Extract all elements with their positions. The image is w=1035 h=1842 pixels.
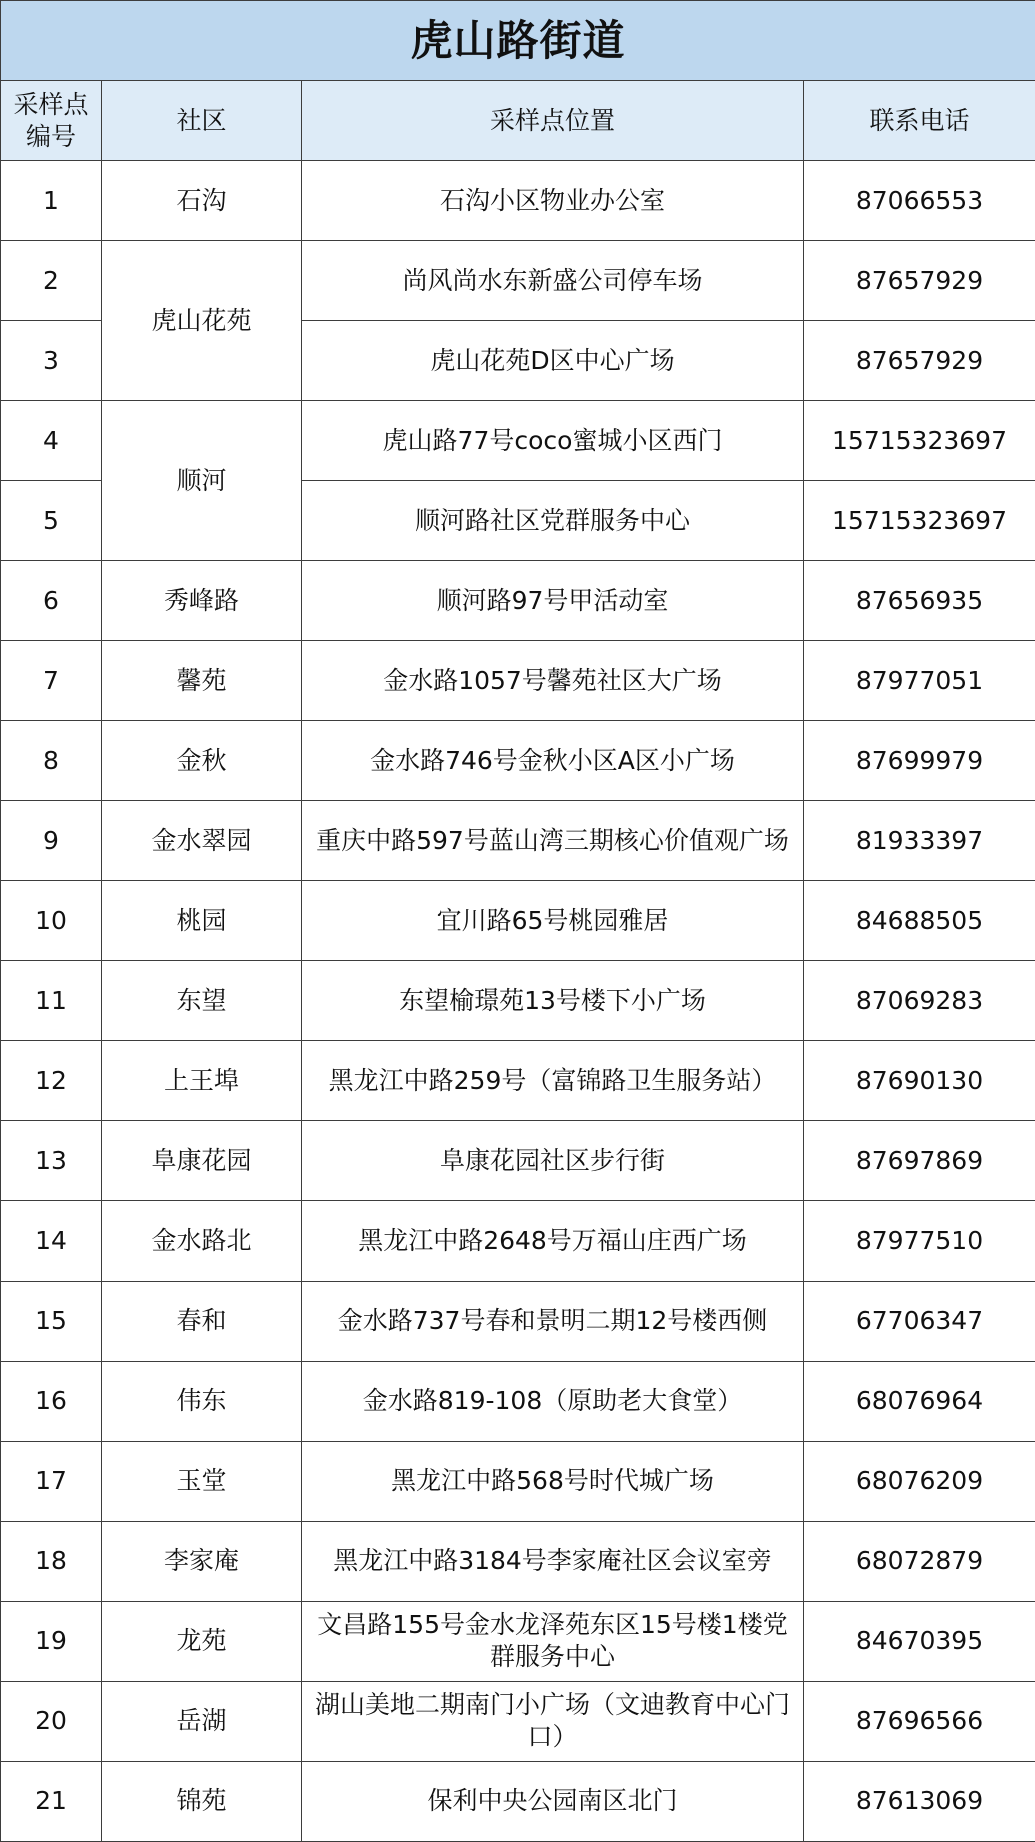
phone-cell: 87657929 (804, 321, 1035, 401)
community-cell: 虎山花苑 (102, 241, 302, 401)
table-row (1, 1681, 1035, 1761)
phone-cell: 87977051 (804, 641, 1035, 721)
table-row (1, 1041, 1035, 1121)
sample-number-cell: 13 (1, 1121, 102, 1201)
table-row (1, 1121, 1035, 1201)
location-cell: 文昌路155号金水龙泽苑东区15号楼1楼党群服务中心 (302, 1601, 804, 1681)
phone-cell: 15715323697 (804, 401, 1035, 481)
table-row (1, 1201, 1035, 1281)
community-cell: 东望 (102, 961, 302, 1041)
table-row (1, 241, 1035, 321)
location-cell: 金水路737号春和景明二期12号楼西侧 (302, 1281, 804, 1361)
community-cell: 馨苑 (102, 641, 302, 721)
phone-cell: 87613069 (804, 1761, 1035, 1841)
community-cell: 龙苑 (102, 1601, 302, 1681)
community-cell: 石沟 (102, 161, 302, 241)
sample-number-cell: 10 (1, 881, 102, 961)
community-cell: 金水路北 (102, 1201, 302, 1281)
sample-number-cell: 20 (1, 1681, 102, 1761)
location-cell: 顺河路97号甲活动室 (302, 561, 804, 641)
location-cell: 黑龙江中路259号（富锦路卫生服务站） (302, 1041, 804, 1121)
table-row (1, 1601, 1035, 1681)
community-cell: 金水翠园 (102, 801, 302, 881)
community-cell: 春和 (102, 1281, 302, 1361)
phone-cell: 15715323697 (804, 481, 1035, 561)
community-cell: 顺河 (102, 401, 302, 561)
community-cell: 桃园 (102, 881, 302, 961)
header-location: 采样点位置 (302, 81, 804, 161)
phone-cell: 87977510 (804, 1201, 1035, 1281)
location-cell: 黑龙江中路568号时代城广场 (302, 1441, 804, 1521)
sample-number-cell: 15 (1, 1281, 102, 1361)
location-cell: 金水路746号金秋小区A区小广场 (302, 721, 804, 801)
title-row (1, 1, 1035, 81)
sample-number-cell: 16 (1, 1361, 102, 1441)
table-row (1, 961, 1035, 1041)
sample-number-cell: 7 (1, 641, 102, 721)
header-community: 社区 (102, 81, 302, 161)
location-cell: 金水路1057号馨苑社区大广场 (302, 641, 804, 721)
location-cell: 宜川路65号桃园雅居 (302, 881, 804, 961)
table-row (1, 721, 1035, 801)
phone-cell: 81933397 (804, 801, 1035, 881)
location-cell: 顺河路社区党群服务中心 (302, 481, 804, 561)
sample-number-cell: 6 (1, 561, 102, 641)
phone-cell: 87699979 (804, 721, 1035, 801)
sample-number-cell: 17 (1, 1441, 102, 1521)
table-row (1, 1521, 1035, 1601)
phone-cell: 87066553 (804, 161, 1035, 241)
location-cell: 虎山花苑D区中心广场 (302, 321, 804, 401)
community-cell: 金秋 (102, 721, 302, 801)
table-row (1, 1441, 1035, 1521)
sample-number-cell: 9 (1, 801, 102, 881)
community-cell: 上王埠 (102, 1041, 302, 1121)
location-cell: 石沟小区物业办公室 (302, 161, 804, 241)
sample-number-cell: 21 (1, 1761, 102, 1841)
phone-cell: 68076209 (804, 1441, 1035, 1521)
phone-cell: 87656935 (804, 561, 1035, 641)
table-row (1, 161, 1035, 241)
header-phone: 联系电话 (804, 81, 1035, 161)
phone-cell: 84688505 (804, 881, 1035, 961)
sample-number-cell: 18 (1, 1521, 102, 1601)
table-row (1, 561, 1035, 641)
community-cell: 李家庵 (102, 1521, 302, 1601)
header-row (1, 81, 1035, 161)
sample-number-cell: 5 (1, 481, 102, 561)
sample-number-cell: 2 (1, 241, 102, 321)
table-row (1, 1761, 1035, 1841)
phone-cell: 84670395 (804, 1601, 1035, 1681)
sample-number-cell: 4 (1, 401, 102, 481)
community-cell: 阜康花园 (102, 1121, 302, 1201)
community-cell: 岳湖 (102, 1681, 302, 1761)
location-cell: 黑龙江中路2648号万福山庄西广场 (302, 1201, 804, 1281)
table-row (1, 1281, 1035, 1361)
phone-cell: 87697869 (804, 1121, 1035, 1201)
phone-cell: 68072879 (804, 1521, 1035, 1601)
phone-cell: 87696566 (804, 1681, 1035, 1761)
location-cell: 金水路819-108（原助老大食堂） (302, 1361, 804, 1441)
phone-cell: 87069283 (804, 961, 1035, 1041)
community-cell: 秀峰路 (102, 561, 302, 641)
phone-cell: 87690130 (804, 1041, 1035, 1121)
sample-number-cell: 12 (1, 1041, 102, 1121)
phone-cell: 87657929 (804, 241, 1035, 321)
sample-number-cell: 8 (1, 721, 102, 801)
table-row (1, 801, 1035, 881)
phone-cell: 68076964 (804, 1361, 1035, 1441)
community-cell: 玉堂 (102, 1441, 302, 1521)
sample-number-cell: 19 (1, 1601, 102, 1681)
location-cell: 尚风尚水东新盛公司停车场 (302, 241, 804, 321)
location-cell: 东望榆璟苑13号楼下小广场 (302, 961, 804, 1041)
community-cell: 锦苑 (102, 1761, 302, 1841)
table-row (1, 1361, 1035, 1441)
table-row (1, 401, 1035, 481)
sample-number-cell: 3 (1, 321, 102, 401)
location-cell: 阜康花园社区步行街 (302, 1121, 804, 1201)
sample-number-cell: 1 (1, 161, 102, 241)
location-cell: 保利中央公园南区北门 (302, 1761, 804, 1841)
sample-number-cell: 14 (1, 1201, 102, 1281)
sample-number-cell: 11 (1, 961, 102, 1041)
location-cell: 虎山路77号coco蜜城小区西门 (302, 401, 804, 481)
community-cell: 伟东 (102, 1361, 302, 1441)
location-cell: 黑龙江中路3184号李家庵社区会议室旁 (302, 1521, 804, 1601)
header-sample-number: 采样点编号 (1, 81, 102, 161)
table-row (1, 641, 1035, 721)
location-cell: 湖山美地二期南门小广场（文迪教育中心门口） (302, 1681, 804, 1761)
table-row (1, 881, 1035, 961)
phone-cell: 67706347 (804, 1281, 1035, 1361)
page-title: 虎山路街道 (1, 1, 1035, 81)
location-cell: 重庆中路597号蓝山湾三期核心价值观广场 (302, 801, 804, 881)
